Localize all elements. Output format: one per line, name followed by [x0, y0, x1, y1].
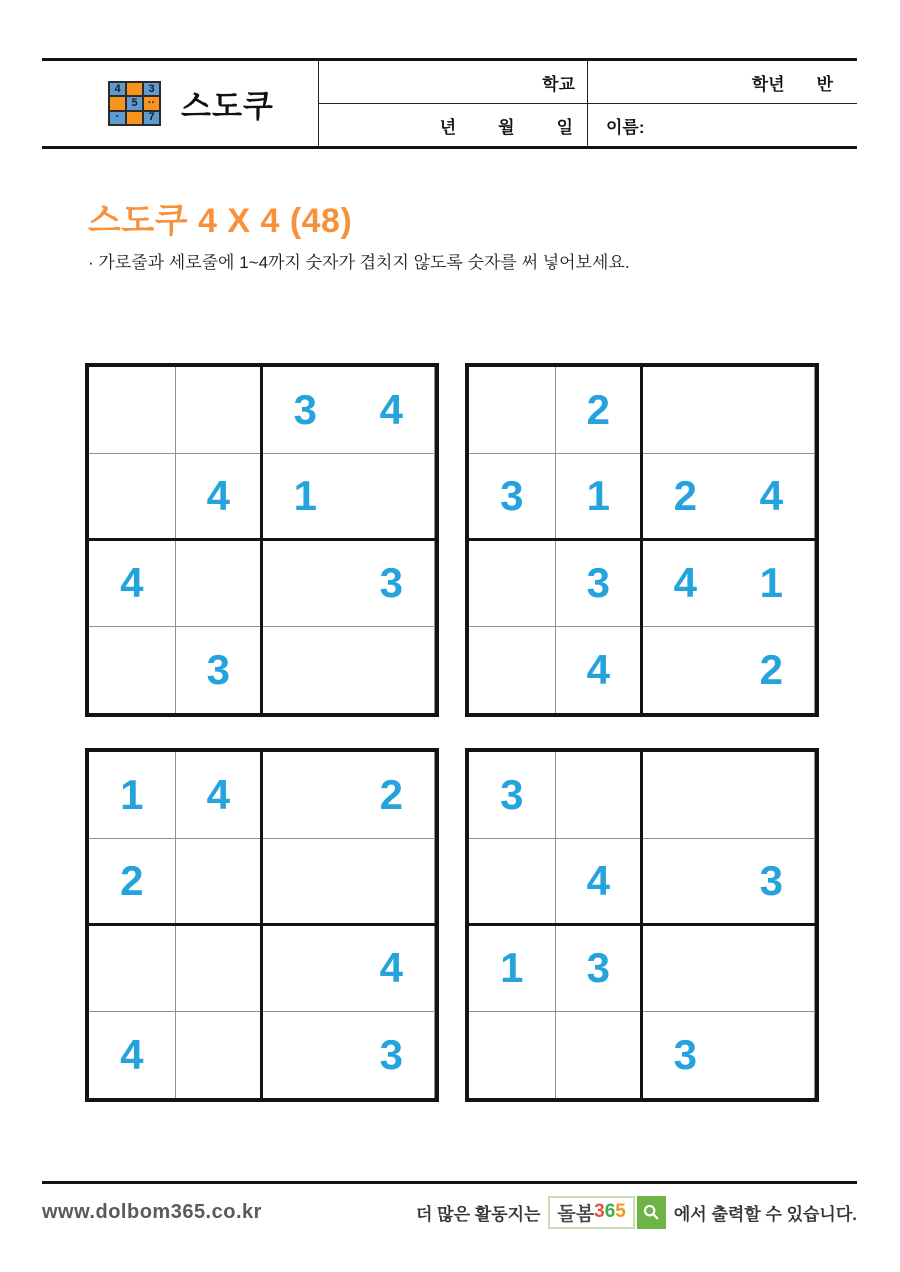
sudoku-cell-empty [176, 925, 263, 1012]
sudoku-cell-given: 3 [176, 627, 263, 714]
sudoku-cell-given: 3 [729, 839, 816, 926]
sudoku-cell-given: 1 [89, 752, 176, 839]
sudoku-cell-given: 2 [556, 367, 643, 454]
sudoku-cell-empty [469, 367, 556, 454]
sudoku-cell-empty [349, 454, 436, 541]
year-label: 년 [439, 117, 457, 137]
sudoku-cell-given: 1 [469, 925, 556, 1012]
logo-cell [127, 83, 142, 95]
sudoku-cell-empty [349, 839, 436, 926]
sudoku-cell-empty [262, 627, 349, 714]
box-divider-horizontal [469, 538, 815, 541]
name-label: 이름: [606, 117, 645, 137]
sudoku-cell-given: 4 [89, 540, 176, 627]
sudoku-board-3 [85, 748, 439, 1102]
instruction-text: · 가로줄과 세로줄에 1~4까지 숫자가 겹치지 않도록 숫자를 써 넣어보세요. [88, 253, 630, 272]
header-middle-column [318, 61, 587, 146]
box-divider-horizontal [89, 923, 435, 926]
logo-cell: 3 [144, 83, 159, 95]
logo-cell [127, 112, 142, 124]
sudoku-cell-empty [729, 752, 816, 839]
sudoku-cell-given: 1 [262, 454, 349, 541]
brand-badge [548, 1196, 665, 1229]
sudoku-cell-given: 3 [349, 540, 436, 627]
sudoku-cell-given: 3 [556, 540, 643, 627]
sudoku-cell-given: 3 [556, 925, 643, 1012]
sudoku-cell-given: 4 [176, 454, 263, 541]
page-title: 스도쿠 4 X 4 (48) [88, 202, 353, 240]
box-divider-horizontal [469, 923, 815, 926]
month-label: 월 [498, 117, 515, 137]
sudoku-cell-given: 3 [673, 1030, 697, 1078]
sudoku-cell-empty [469, 839, 556, 926]
logo-cell: 4 [110, 83, 125, 95]
sudoku-cell-empty [642, 752, 729, 839]
sudoku-cell-given: 4 [556, 839, 643, 926]
sudoku-cell-given: 4 [556, 627, 643, 714]
sudoku-cell-given: 2 [729, 627, 816, 714]
sudoku-cell-empty [176, 839, 263, 926]
sudoku-cell-given: 4 [729, 454, 816, 541]
sudoku-cell-empty [89, 925, 176, 1012]
website-text: www.dolbom365.co.kr [42, 1200, 262, 1223]
sudoku-cell-empty [262, 752, 349, 839]
sudoku-cell-given: 1 [556, 454, 643, 541]
sudoku-board-2 [465, 363, 819, 717]
search-icon [642, 1203, 660, 1221]
sudoku-cell-empty [469, 1012, 556, 1099]
sudoku-cell-given: 3 [349, 1012, 436, 1099]
school-label: 학교 [542, 74, 575, 94]
footer-note-suffix: 에서 출력할 수 있습니다. [673, 1204, 857, 1224]
footer [42, 1194, 857, 1230]
box-divider-horizontal [89, 538, 435, 541]
sudoku-cell-given: 3 [469, 454, 556, 541]
sudoku-cell-empty [729, 1012, 816, 1099]
sudoku-cell-empty [729, 367, 816, 454]
sudoku-cell-empty [642, 839, 729, 926]
header-title: 스도쿠 [181, 89, 274, 124]
brand-text [548, 1196, 634, 1229]
logo-cell: 5 [127, 97, 142, 109]
sudoku-cell-empty [262, 839, 349, 926]
sudoku-cell-empty [556, 1012, 643, 1099]
sudoku-cell-given: 2 [89, 839, 176, 926]
sudoku-cell-empty [469, 627, 556, 714]
sudoku-cell-given: 4 [89, 1012, 176, 1099]
sudoku-logo [108, 81, 161, 126]
brand-digit-6: 6 [604, 1201, 616, 1222]
footer-rule [42, 1181, 857, 1184]
footer-note-prefix: 더 많은 활동지는 [416, 1204, 541, 1224]
sudoku-cell-given: 2 [349, 752, 436, 839]
sudoku-cell-empty [176, 540, 263, 627]
logo-cell: · [110, 112, 125, 124]
sudoku-cell-given: 4 [176, 752, 263, 839]
sudoku-cell-empty [262, 1012, 349, 1099]
sudoku-cell-empty [89, 367, 176, 454]
sudoku-cell-empty [349, 627, 436, 714]
sudoku-cell-empty [469, 540, 556, 627]
brand-digit-3: 3 [594, 1201, 605, 1222]
sudoku-cell-empty [89, 627, 176, 714]
sudoku-cell-given: 3 [469, 752, 556, 839]
sudoku-cell-given: 2 [642, 454, 729, 541]
sudoku-board-1 [85, 363, 439, 717]
sudoku-cell-given: 3 [262, 367, 349, 454]
date-cell [319, 104, 587, 146]
sudoku-cell-empty [642, 627, 729, 714]
sudoku-cell-empty [262, 540, 349, 627]
sudoku-cell-empty [262, 925, 349, 1012]
school-cell [319, 61, 587, 104]
sudoku-cell-given: 4 [642, 540, 729, 627]
day-label: 일 [556, 117, 573, 137]
sudoku-cell-empty [556, 752, 643, 839]
sudoku-cell-empty [176, 1012, 263, 1099]
brand-name: 돌봄 [557, 1203, 595, 1225]
sudoku-cell-empty [89, 454, 176, 541]
class-label: 반 [816, 74, 833, 94]
sudoku-cell-empty [642, 367, 729, 454]
brand-digit-5: 5 [615, 1201, 626, 1222]
worksheet-header [42, 58, 857, 149]
sudoku-cell-given: 4 [349, 925, 436, 1012]
logo-cell: ·· [144, 97, 159, 109]
logo-cell: 7 [144, 112, 159, 124]
footer-note [416, 1196, 857, 1229]
header-right-column [587, 61, 857, 146]
grade-class-cell [588, 61, 857, 104]
sudoku-cell-empty [176, 367, 263, 454]
sudoku-cell-given: 1 [729, 540, 816, 627]
sudoku-cell-given: 4 [349, 367, 436, 454]
sudoku-cell-empty [642, 925, 729, 1012]
header-brand-cell [42, 61, 318, 146]
name-cell [588, 104, 857, 146]
grade-label: 학년 [751, 74, 785, 94]
search-button [637, 1196, 666, 1229]
logo-cell [110, 97, 125, 109]
sudoku-cell-empty [729, 925, 816, 1012]
sudoku-board-4 [465, 748, 819, 1102]
